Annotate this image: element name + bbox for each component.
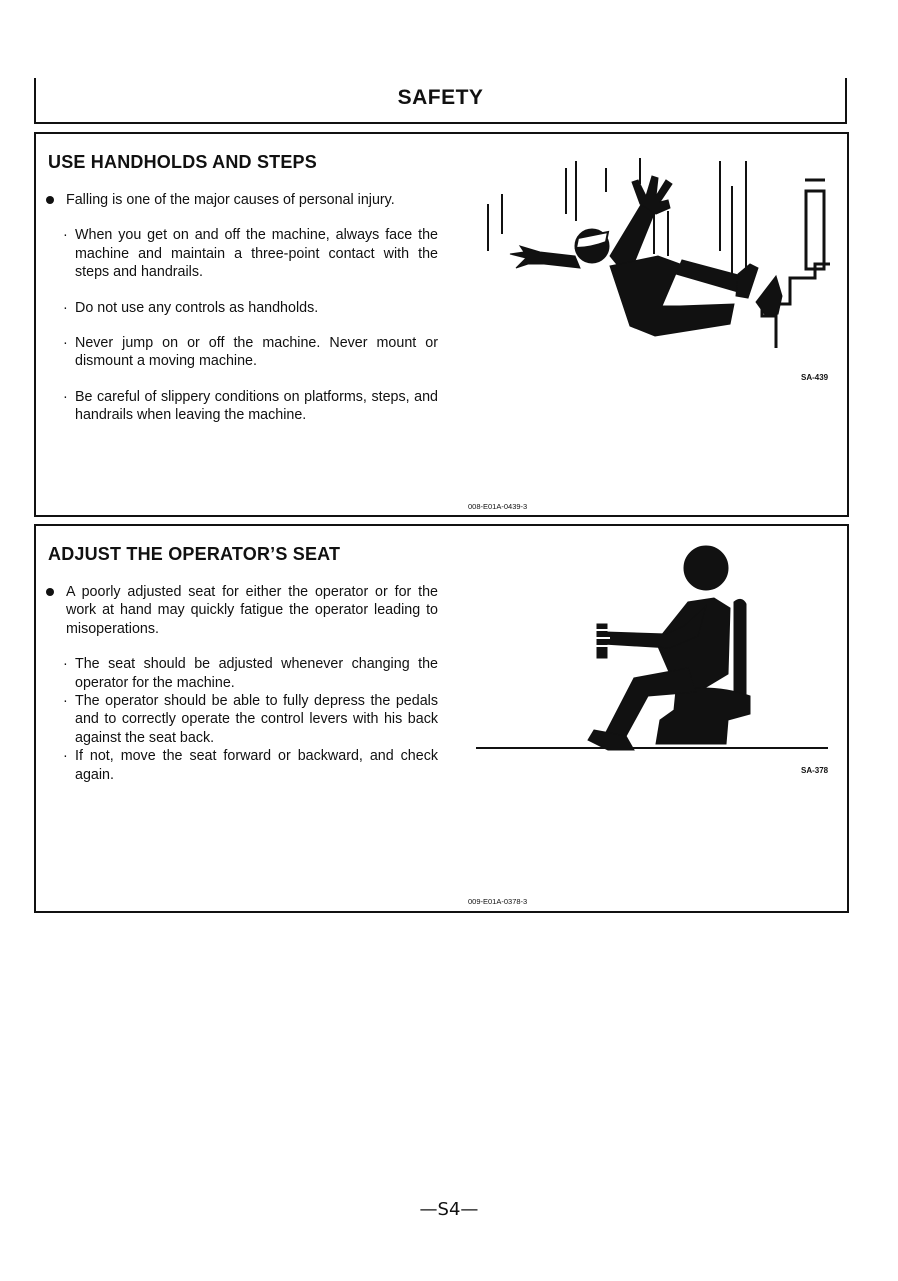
sub-item: · The seat should be adjusted whenever changing the operator for the machine. xyxy=(63,656,438,691)
document-code: 009-E01A-0378-3 xyxy=(468,897,528,906)
sub-item: · If not, move the seat forward or backward, and check again. xyxy=(63,748,438,783)
sub-item: · The operator should be able to fully depress the pedals and to correctly operate the control levers with his back against the seat back. xyxy=(63,693,438,746)
section-title: ADJUST THE OPERATOR’S SEAT xyxy=(48,544,341,564)
section-body xyxy=(46,583,438,784)
sub-item: · When you get on and off the machine, always face the machine and maintain a three-point contact with the steps and handrails. xyxy=(63,227,438,281)
sub-item: · Be careful of slippery conditions on platforms, steps, and handrails when leaving the machine. xyxy=(63,388,438,424)
figure-code: SA-439 xyxy=(801,373,829,382)
document-code: 008-E01A-0439-3 xyxy=(468,502,528,511)
page-number: —S4— xyxy=(419,1199,479,1220)
bullet-item: A poorly adjusted seat for either the operator or for the work at hand may quickly fatigue the operator leading to misoperations. xyxy=(46,583,438,638)
bullet-item: Falling is one of the major causes of personal injury. xyxy=(46,191,438,209)
section-adjust-seat xyxy=(34,524,849,913)
falling-person-icon xyxy=(480,156,830,356)
section-body xyxy=(46,191,438,425)
section-use-handholds xyxy=(34,132,849,517)
page-title: SAFETY xyxy=(397,86,484,109)
sub-item: · Do not use any controls as handholds. xyxy=(63,299,319,316)
section-title: USE HANDHOLDS AND STEPS xyxy=(48,152,317,172)
sub-item: · Never jump on or off the machine. Never mount or dismount a moving machine. xyxy=(63,335,438,370)
header-bottom-rule xyxy=(34,122,847,124)
figure-code: SA-378 xyxy=(801,766,829,775)
seated-operator-icon xyxy=(476,544,836,756)
